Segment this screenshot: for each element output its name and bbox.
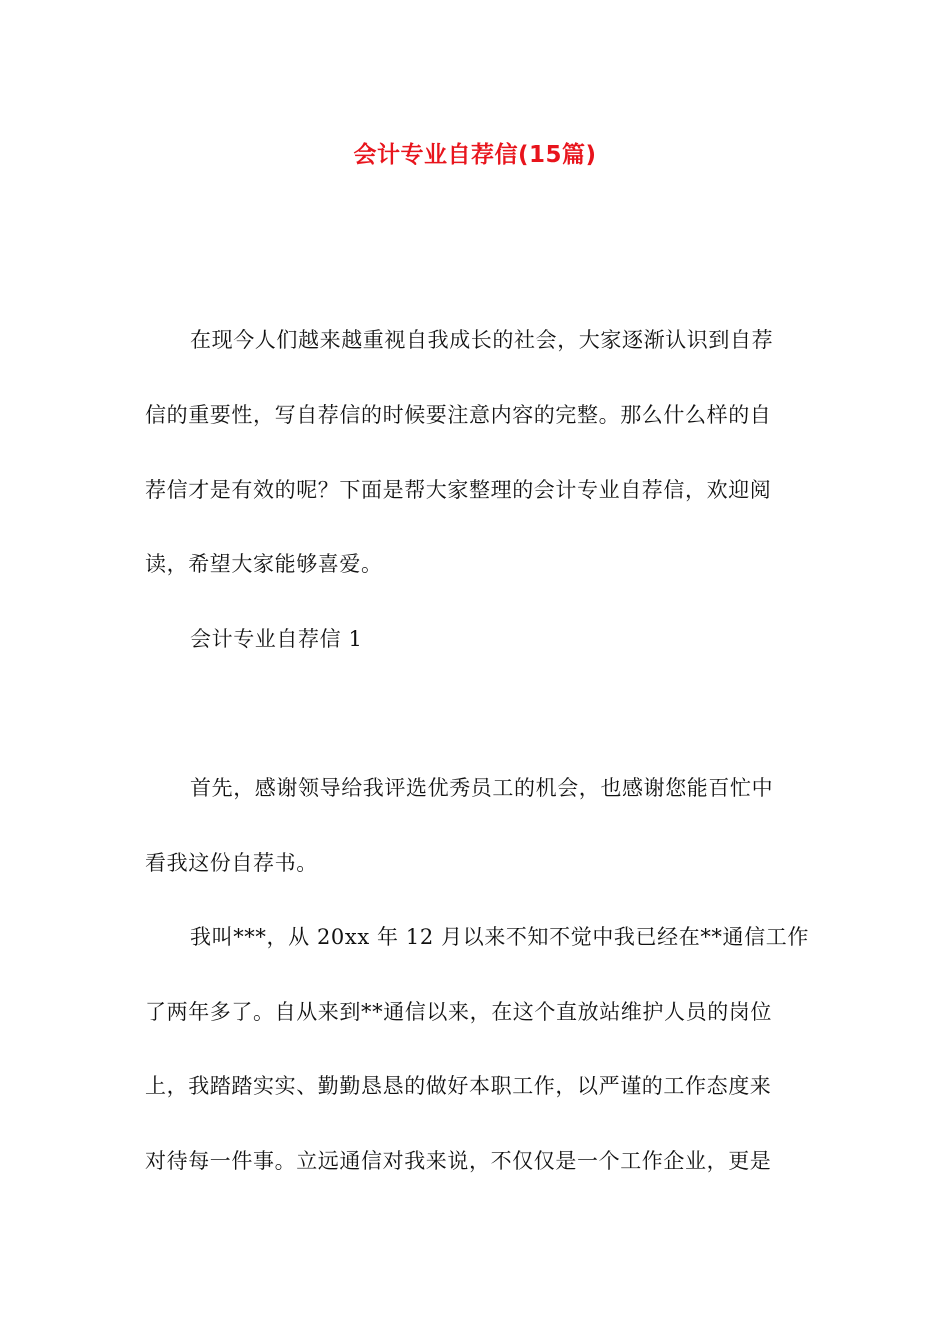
- para2-line-2: 了两年多了。自从来到**通信以来，在这个直放站维护人员的岗位: [145, 1000, 772, 1024]
- para2-line-1: 我叫***，从 20xx 年 12 月以来不知不觉中我已经在**通信工作: [190, 925, 809, 949]
- section-heading: 会计专业自荐信 1: [190, 627, 363, 651]
- document-title: 会计专业自荐信(15篇): [353, 142, 597, 168]
- para1-line-2: 看我这份自荐书。: [145, 851, 318, 875]
- intro-line-2: 信的重要性，写自荐信的时候要注意内容的完整。那么什么样的自: [145, 403, 772, 427]
- intro-line-4: 读，希望大家能够喜爱。: [145, 552, 383, 576]
- intro-line-1: 在现今人们越来越重视自我成长的社会，大家逐渐认识到自荐: [190, 328, 774, 352]
- para1-line-1: 首先，感谢领导给我评选优秀员工的机会，也感谢您能百忙中: [190, 776, 774, 800]
- para2-line-4: 对待每一件事。立远通信对我来说，不仅仅是一个工作企业，更是: [145, 1149, 772, 1173]
- intro-line-3: 荐信才是有效的呢？下面是帮大家整理的会计专业自荐信，欢迎阅: [145, 478, 772, 502]
- para2-line-3: 上，我踏踏实实、勤勤恳恳的做好本职工作，以严谨的工作态度来: [145, 1074, 772, 1098]
